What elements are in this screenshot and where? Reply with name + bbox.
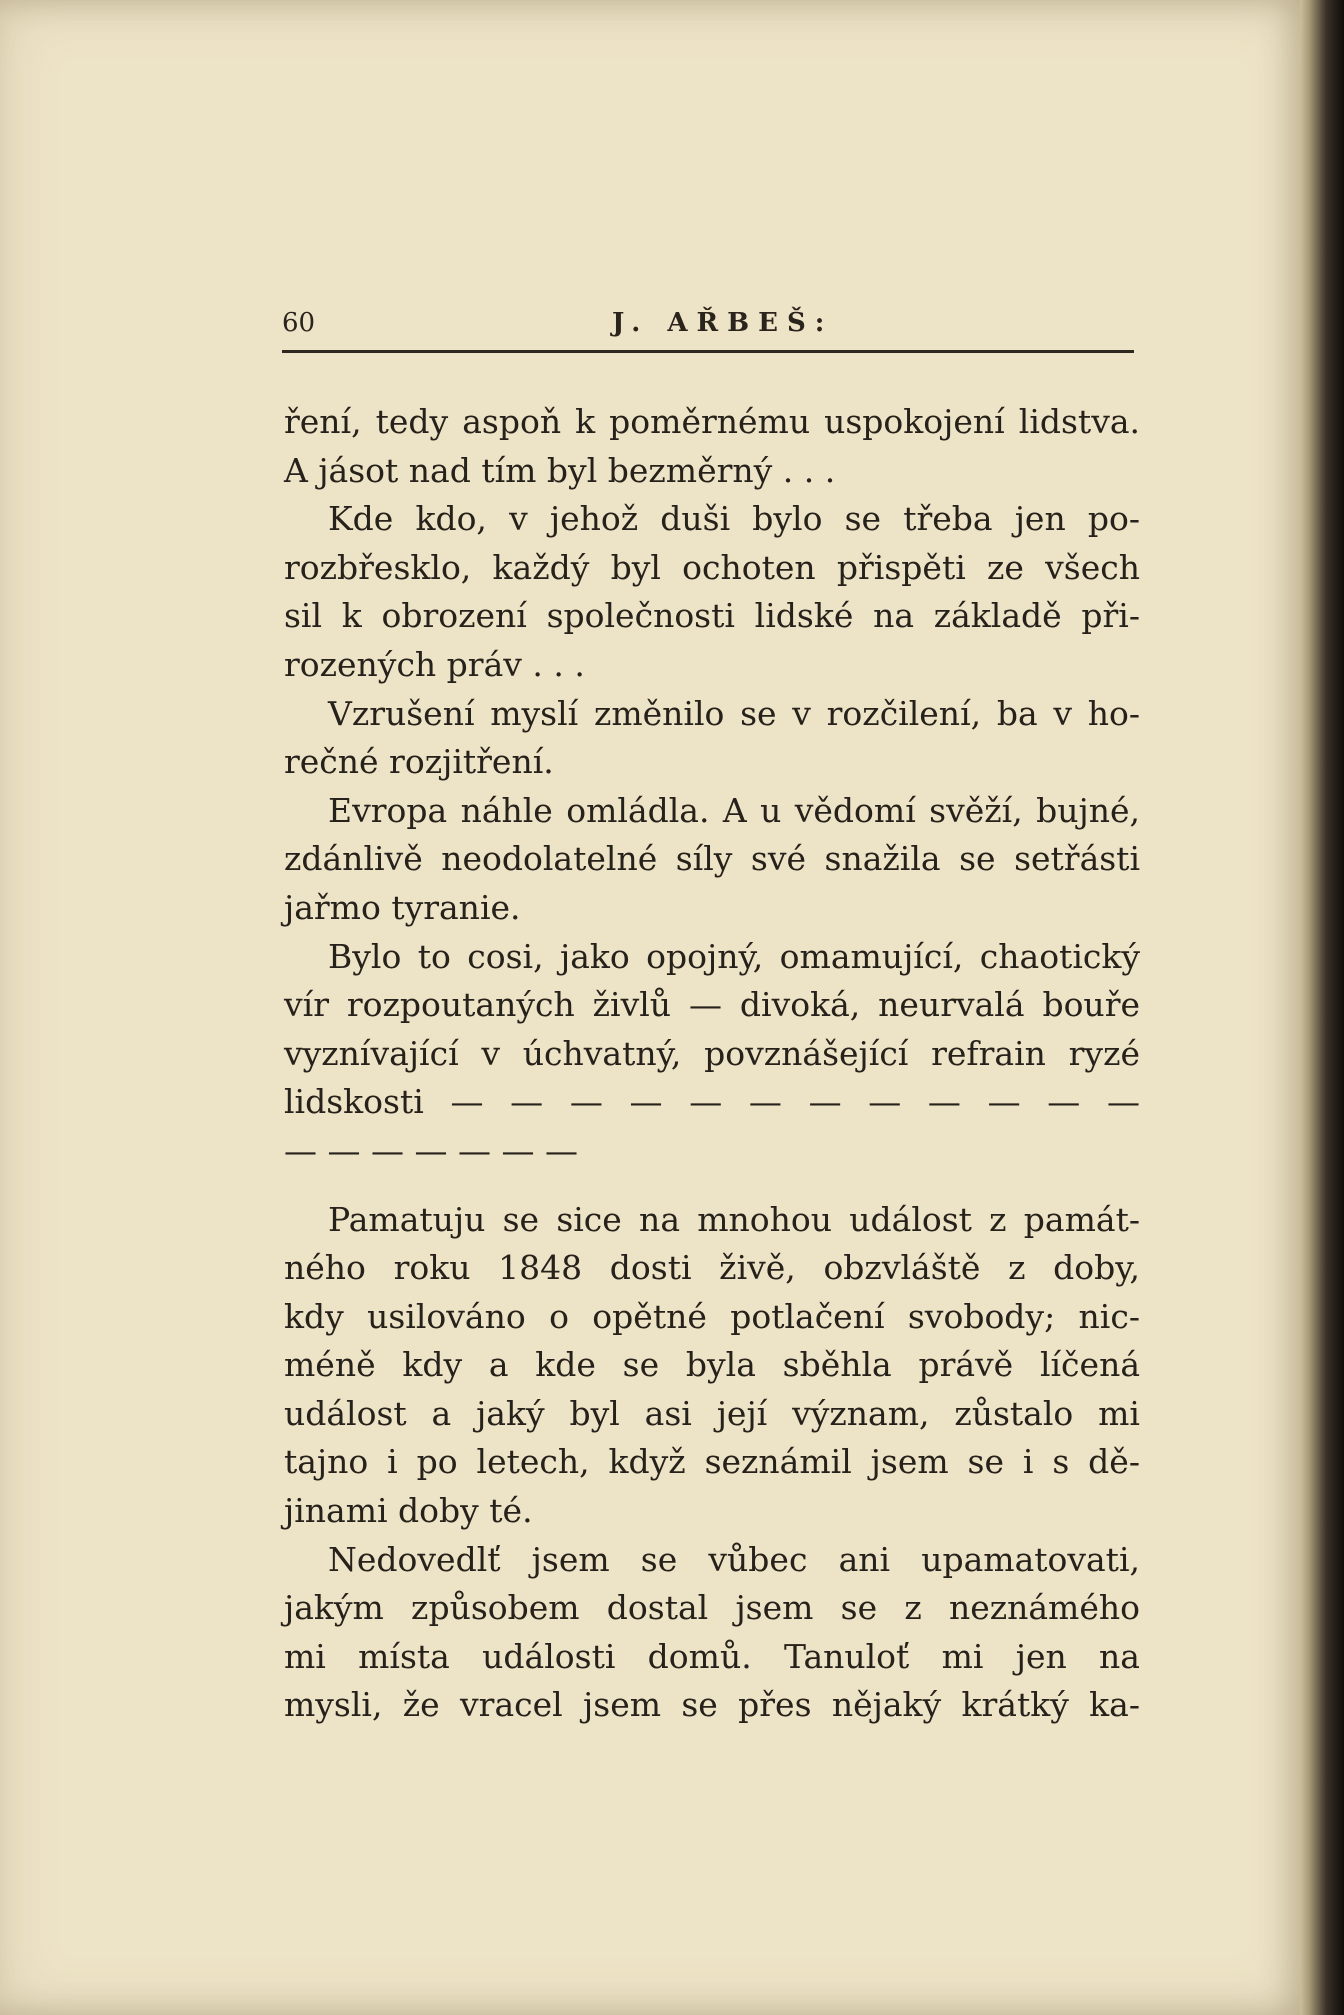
text-line: jařmo tyranie.	[284, 887, 521, 927]
text-line: lidskosti — — — — — — — — — — — —	[284, 1082, 1140, 1122]
text-line: rozbřesklo, každý byl ochoten přispěti ze všech	[284, 547, 1140, 587]
text-line: rozených práv . . .	[284, 644, 585, 684]
text-line: Pamatuju se sice na mnohou událost z památ-	[328, 1199, 1140, 1239]
running-head: J. AŘBEŠ:	[612, 308, 834, 338]
text-line: mysli, že vracel jsem se přes nějaký krátký ka-	[284, 1685, 1140, 1725]
text-line: kdy usilováno o opětné potlačení svobody; nic-	[284, 1296, 1140, 1336]
header-rule	[282, 350, 1134, 353]
text-line: Evropa náhle omládla. A u vědomí svěží, bujné,	[328, 790, 1140, 830]
text-line: Nedovedlť jsem se vůbec ani upamatovati,	[328, 1539, 1140, 1579]
text-line: ření, tedy aspoň k poměrnému uspokojení lidstva.	[284, 402, 1140, 441]
text-line: Bylo to cosi, jako opojný, omamující, chaotický	[328, 936, 1140, 976]
dash-line: — — — — — — —	[284, 1130, 578, 1170]
text-line: mi místa události domů. Tanuloť mi jen na	[284, 1636, 1140, 1676]
page-number: 60	[282, 308, 316, 338]
text-line: jinami doby té.	[284, 1491, 533, 1531]
text-line: vyznívající v úchvatný, povznášející refrain ryzé	[284, 1033, 1140, 1073]
text-line: Kde kdo, v jehož duši bylo se třeba jen po-	[328, 499, 1140, 539]
section-gap	[284, 1176, 1140, 1196]
body-text	[284, 398, 1140, 1730]
text-line: událost a jaký byl asi její význam, zůstalo mi	[284, 1393, 1140, 1433]
text-line: zdánlivě neodolatelné síly své snažila se setřásti	[284, 839, 1140, 879]
page-edge	[1300, 0, 1344, 2015]
text-line: tajno i po letech, když seznámil jsem se i s dě-	[284, 1442, 1140, 1482]
text-line: méně kdy a kde se byla sběhla právě líčená	[284, 1345, 1140, 1385]
page-header	[282, 308, 1134, 348]
text-line: A jásot nad tím byl bezměrný . . .	[284, 450, 836, 490]
text-line: Vzrušení myslí změnilo se v rozčilení, ba v ho-	[328, 693, 1140, 733]
text-line: sil k obrození společnosti lidské na základě při-	[284, 596, 1140, 636]
text-line: vír rozpoutaných živlů — divoká, neurvalá bouře	[284, 985, 1140, 1025]
text-line: jakým způsobem dostal jsem se z neznámého	[284, 1588, 1140, 1628]
text-line: rečné rozjitření.	[284, 742, 554, 782]
text-line: ného roku 1848 dosti živě, obzvláště z doby,	[284, 1248, 1140, 1288]
